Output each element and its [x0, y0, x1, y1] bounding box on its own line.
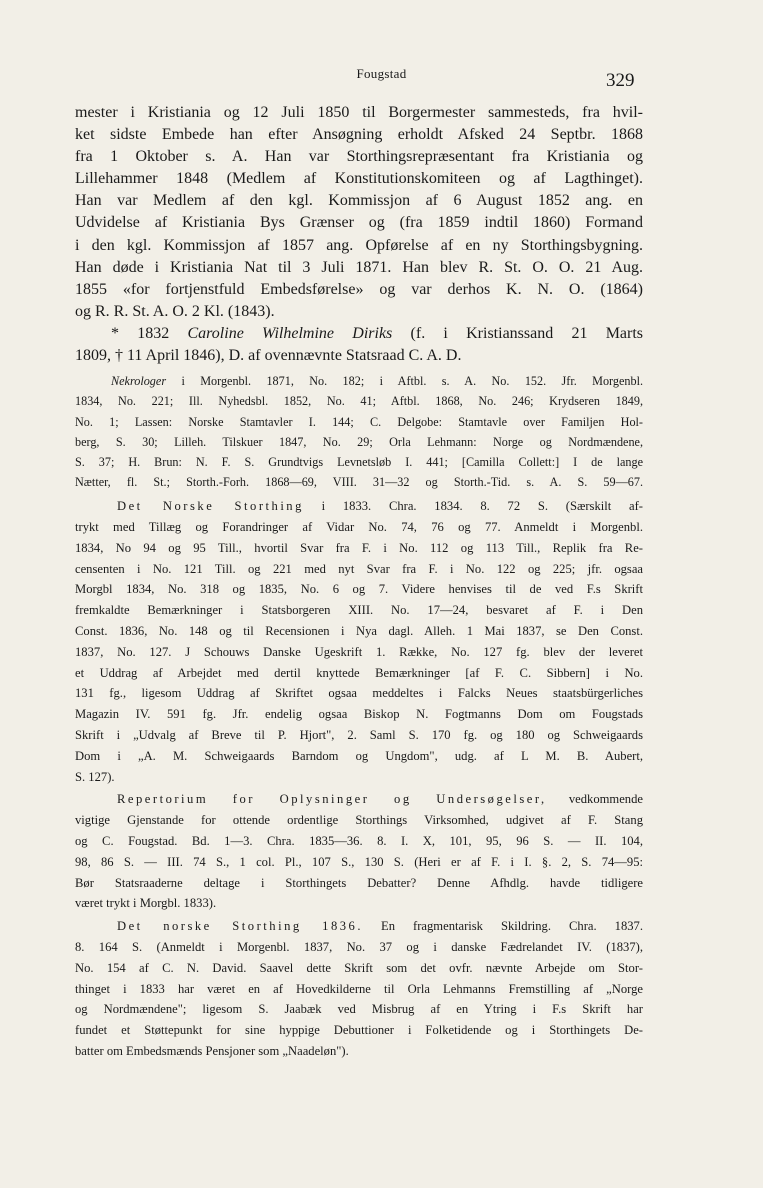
bib-line: 131 fg., ligesom Uddrag af Skriftet ogsaa meddeltes i Falcks Neues staatsbürgerliches — [75, 686, 643, 701]
bio-line: fra 1 Oktober s. A. Han var Storthingsrepræsentant fra Kristiania og — [75, 148, 643, 166]
bib-line: Dom i „A. M. Schweigaards Barndom og Ungdom", udg. af L M. B. Aubert, — [75, 748, 643, 763]
page-body — [75, 102, 643, 1062]
bio-line: 1855 «for fortjenstfuld Embedsførelse» og var derhos K. N. O. (1864) — [75, 280, 643, 298]
bib-line: 8. 164 S. (Anmeldt i Morgenbl. 1837, No. 37 og i danske Fædrelandet IV. (1837), — [75, 939, 643, 954]
reference-line: No. 1; Lassen: Norske Stamtavler I. 144; C. Delgobe: Stamtavle over Familjen Hol- — [75, 414, 643, 429]
bib-entry-first-line — [75, 916, 643, 937]
bib-line: 1834, No 94 og 95 Till., hvortil Svar fra F. i No. 112 og 113 Till., Replik fra Re- — [75, 540, 643, 555]
bio-line: Han var Medlem af den kgl. Kommissjon af 6 August 1852 ang. en — [75, 192, 643, 210]
bib-line: 1837, No. 127. J Schouws Danske Ugeskrift 1. Række, No. 127 fg. blev der leveret — [75, 644, 643, 659]
bib-line: fremkaldte Bemærkninger i Statsborgeren XIII. No. 17—24, besvaret af F. i Den — [75, 603, 643, 618]
spouse-line: 1809, † 11 April 1846), D. af ovennævnte Statsraad C. A. D. — [75, 347, 462, 365]
bib-line: thinget i 1833 har været en af Hovedkilderne til Orla Lehmanns Fremstilling af „Norge — [75, 981, 643, 996]
bib-entry — [75, 496, 643, 787]
spouse-suffix: (f. i Kristianssand 21 Marts — [410, 324, 643, 342]
bib-line: batter om Embedsmænds Pensjoner som „Naadeløn"). — [75, 1043, 349, 1058]
running-head: Fougstad — [356, 66, 407, 81]
bib-line: Bør Statsraaderne deltage i Storthingets Debatter? Denne Afhdlg. havde tidligere — [75, 875, 643, 890]
bib-first-rest: En fragmentarisk Skildring. Chra. 1837. — [381, 919, 643, 934]
biography-paragraph — [75, 102, 643, 367]
bib-entry — [75, 789, 643, 914]
references-block — [75, 371, 643, 492]
reference-line: S. 37; H. Brun: N. F. S. Grundtvigs Levnetsløb I. 441; [Camilla Collett:] I de lange — [75, 454, 643, 469]
bib-line: været trykt i Morgbl. 1833). — [75, 896, 217, 911]
bib-line: vigtige Gjenstande for ottende ordentlige Storthings Virksomhed, udgivet af F. Stang — [75, 813, 643, 828]
reference-line: berg, S. 30; Lilleh. Tilskuer 1847, No. 29; Orla Lehmann: Norge og Nordmændene, — [75, 434, 643, 449]
bib-line: et Uddrag af Arbejdet med dertil knyttede Bemærkninger [af F. C. Sibbern] i No. — [75, 665, 643, 680]
spouse-prefix: * 1832 — [111, 324, 170, 342]
bio-line: Udvidelse af Kristiania Bys Grænser og (fra 1859 indtil 1860) Formand — [75, 214, 643, 232]
bib-first-rest: i 1833. Chra. 1834. 8. 72 S. (Særskilt af- — [321, 499, 643, 514]
references-label: Nekrologer — [111, 374, 167, 389]
bib-line: No. 154 af C. N. David. Saavel dette Skrift som det ovfr. nævnte Arbejde om Stor- — [75, 960, 643, 975]
bio-line: og R. R. St. A. O. 2 Kl. (1843). — [75, 302, 275, 320]
bib-line: 98, 86 S. — III. 74 S., 1 col. Pl., 107 S., 130 S. (Heri er af F. i I. §. 2, S. 74—95: — [75, 854, 643, 869]
bio-line: Han døde i Kristiania Nat til 3 Juli 1871. Han blev R. St. O. O. 21 Aug. — [75, 258, 643, 276]
bib-entry-first-line — [75, 496, 643, 517]
bib-title: Det Norske Storthing — [117, 499, 304, 514]
bib-line: Const. 1836, No. 148 og til Recensionen i Nya dagl. Alleh. 1 Mai 1837, se Den Const. — [75, 624, 643, 639]
bib-line: Skrift i „Udvalg af Breve til P. Hjort", 2. Saml S. 170 fg. og 180 og Schweigaards — [75, 728, 643, 743]
bib-title: Repertorium for Oplysninger og Undersøgelser, — [117, 792, 547, 807]
page-number: 329 — [606, 70, 635, 91]
spouse-name: Caroline Wilhelmine Diriks — [187, 324, 393, 342]
bib-entry — [75, 916, 643, 1062]
bio-line: Lillehammer 1848 (Medlem af Konstitutionskomiteen og af Lagthinget). — [75, 170, 643, 188]
bibliography — [75, 496, 643, 1062]
spouse-line — [75, 323, 643, 345]
bib-title: Det norske Storthing 1836. — [117, 919, 364, 934]
bib-line: Morgbl 1834, No. 318 og 1835, No. 6 og 7. Videre henvises til de ved F.s Skrift — [75, 582, 643, 597]
bib-line: Magazin IV. 591 fg. Jfr. endelig ogsaa Biskop N. Fogtmanns Dom om Fougstads — [75, 707, 643, 722]
bib-line: censenten i No. 121 Till. og 221 med nyt Svar fra F. i No. 122 og 225; jfr. ogsaa — [75, 561, 643, 576]
bib-line: S. 127). — [75, 769, 115, 784]
references-first-rest: i Morgenbl. 1871, No. 182; i Aftbl. s. A. No. 152. Jfr. Morgenbl. — [181, 374, 643, 389]
bio-line: i den kgl. Kommissjon af 1857 ang. Opførelse af en ny Storthingsbygning. — [75, 236, 643, 254]
bio-line: mester i Kristiania og 12 Juli 1850 til Borgermester sammesteds, fra hvil- — [75, 104, 643, 121]
bib-entry-first-line — [75, 789, 643, 810]
reference-line: 1834, No. 221; Ill. Nyhedsbl. 1852, No. 41; Aftbl. 1868, No. 246; Krydseren 1849, — [75, 394, 643, 409]
bio-line: ket sidste Embede han efter Ansøgning erholdt Afsked 24 Septbr. 1868 — [75, 126, 643, 144]
reference-line — [75, 371, 643, 391]
bib-line: og C. Fougstad. Bd. 1—3. Chra. 1835—36. 8. I. X, 101, 95, 96 S. — II. 104, — [75, 834, 643, 848]
reference-line: Nætter, fl. St.; Storth.-Forh. 1868—69, VIII. 31—32 og Storth.-Tid. s. A. S. 59—67. — [75, 475, 643, 490]
bib-line: trykt med Tillæg og Forandringer af Vidar No. 74, 76 og 77. Anmeldt i Morgenbl. — [75, 520, 643, 535]
bib-first-rest: vedkommende — [568, 792, 643, 807]
bib-line: og Nordmændene"; ligesom S. Jaabæk ved Misbrug af en Ytring i F.s Skrift har — [75, 1002, 643, 1017]
bib-line: fundet et Støttepunkt for sine hyppige Debuttioner i Folketidende og i Storthingets De- — [75, 1023, 643, 1038]
